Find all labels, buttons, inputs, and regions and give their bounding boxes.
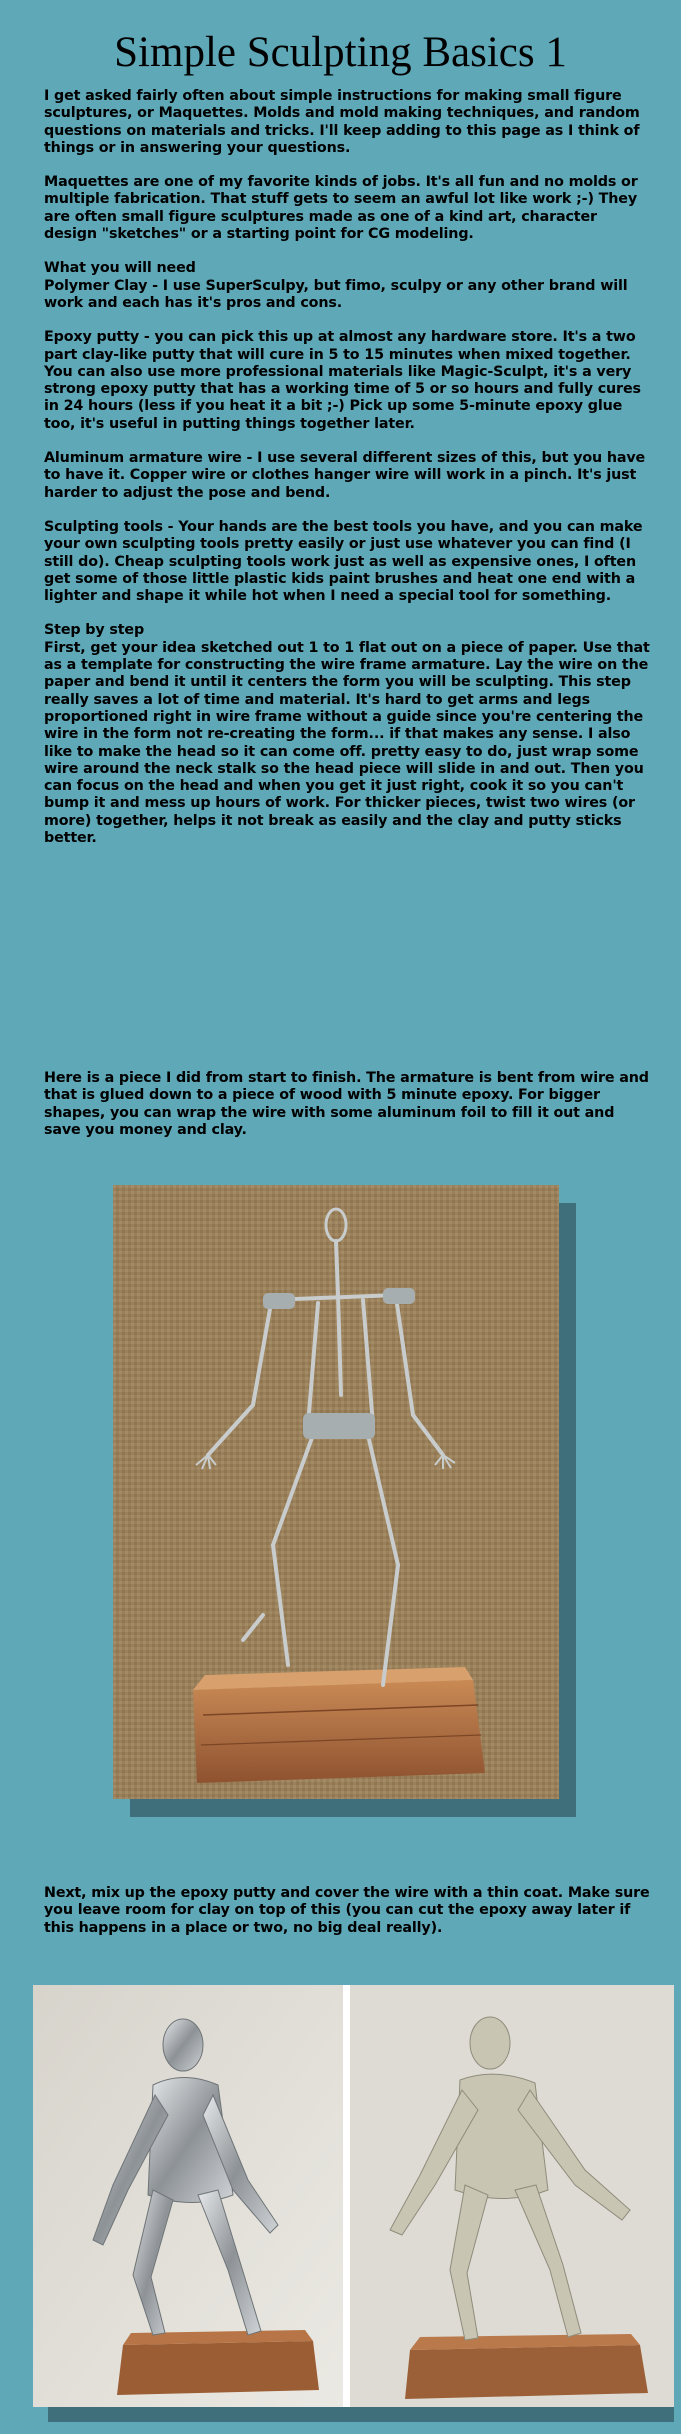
armature-wire-paragraph: Aluminum armature wire - I use several different sizes of this, but you have to have it. Copper wire or clothes hanger wire will work in a pinch. It's just harder to adjust the pose and bend.	[44, 450, 646, 501]
page-title: Simple Sculpting Basics 1	[114, 29, 567, 76]
epoxy-putty-paragraph: Epoxy putty - you can pick this up at almost any hardware store. It's a two part clay-like putty that will cure in 5 to 15 minutes when mixed together. You can also use more professional materials like Magic-Sculpt, it's a very strong epoxy putty that has a working time of 5 or so hours and fully cures in 24 hours (less if you heat it a bit ;-) Pick up some 5-minute epoxy glue too, it's useful in putting things together later.	[44, 329, 641, 432]
sculpting-tools-paragraph: Sculpting tools - Your hands are the best tools you have, and you can make your own sculpting tools pretty easily or just use whatever you can find (I still do). Cheap sculpting tools work just as well as expensive ones, I often get some of those little plastic kids paint brushes and heat one end with a lighter and shape it while hot when I need a special tool for something.	[44, 518, 643, 605]
intro-paragraph: I get asked fairly often about simple instructions for making small figure sculptures, or Maquettes. Molds and mold making techniques, and random questions on materials and tricks. I'll keep adding to this page as I think of things or in answering your questions.	[44, 88, 640, 156]
armature-photo	[113, 1185, 559, 1799]
steps-heading: Step by step	[44, 622, 145, 639]
epoxy-figure-photo	[350, 1985, 674, 2407]
armature-caption: Here is a piece I did from start to finish. The armature is bent from wire and that is glued down to a piece of wood with 5 minute epoxy. For bigger shapes, you can wrap the wire with some aluminum foil to fill it out and save you money and clay.	[44, 1070, 649, 1138]
armature-caption-section	[44, 1070, 654, 1156]
polymer-clay-paragraph: Polymer Clay - I use SuperSculpy, but fimo, sculpy or any other brand will work and each has it's pros and cons.	[44, 277, 628, 311]
photo-divider	[343, 1985, 350, 2407]
foil-figure-photo	[33, 1985, 343, 2407]
intro-paragraph: Maquettes are one of my favorite kinds of jobs. It's all fun and no molds or multiple fabrication. That stuff gets to seem an awful lot like work ;-) They are often small figure sculptures made as one of a kind art, character design "sketches" or a starting point for CG modeling.	[44, 174, 638, 243]
epoxy-caption-section	[44, 1885, 654, 1954]
steps-paragraph: First, get your idea sketched out 1 to 1 flat out on a piece of paper. Use that as a template for constructing the wire frame armature. Lay the wire on the paper and bend it until it centers the form you will be sculpting. This step really saves a lot of time and material. It's hard to get arms and legs proportioned right in wire frame without a guide since you're centering the wire in the form not re-creating the form... if that makes any sense. I also like to make the head so it can come off. pretty easy to do, just wrap some wire around the neck stalk so the head piece will slide in and out. Then you can focus on the head and when you get it just right, cook it so you can't bump it and mess up hours of work. For thicker pieces, twist two wires (or more) together, helps it not break as easily and the clay and putty sticks better.	[44, 639, 650, 846]
need-heading: What you will need	[44, 260, 196, 277]
epoxy-caption: Next, mix up the epoxy putty and cover the wire with a thin coat. Make sure you leave room for clay on top of this (you can cut the epoxy away later if this happens in a place or two, no big deal really).	[44, 1885, 650, 1936]
intro-section	[44, 88, 654, 864]
